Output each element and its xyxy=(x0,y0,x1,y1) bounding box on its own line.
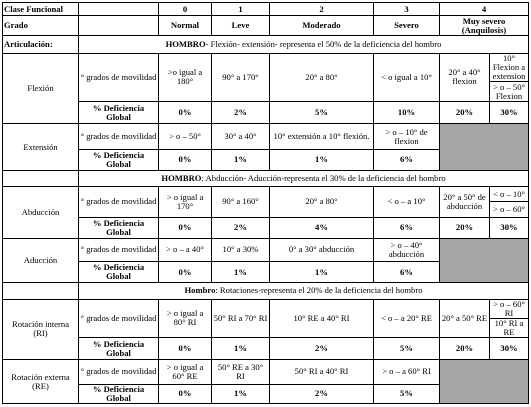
section-title: HOMBRO- Flexión- extensión- representa el 50% de la deficiencia del hombro xyxy=(79,36,529,53)
def-cell: 2% xyxy=(212,217,270,238)
class-name-0: Normal xyxy=(159,16,212,36)
grados-cell: > o – a 40° xyxy=(159,238,212,261)
grados-label: ° grados de movilidad xyxy=(79,299,159,338)
class-num-4: 4 xyxy=(440,3,529,16)
def-cell: 30% xyxy=(490,338,529,360)
section-header-abduccion-aduccion xyxy=(3,171,529,187)
grados-cell: 50° RE a 30° RI xyxy=(212,360,270,384)
class-name-3: Severo xyxy=(374,16,440,36)
grados-cell: > o – 40° abducción xyxy=(374,238,440,261)
grados-cell: 10° RE a 40° RI xyxy=(270,299,374,338)
table-row xyxy=(3,299,529,318)
section-blank xyxy=(3,283,79,299)
def-cell: 20% xyxy=(440,338,490,360)
def-cell: 20% xyxy=(440,102,490,124)
movement-name: Abducción xyxy=(3,187,79,239)
def-cell: 1% xyxy=(212,338,270,360)
grados-extra-cell: > o – 50° Flexion xyxy=(490,81,529,101)
def-cell: 0% xyxy=(159,338,212,360)
movement-name: Rotación externa (RE) xyxy=(3,360,79,404)
grados-cell: < o igual a 10° xyxy=(374,53,440,102)
grados-extra-cell: 10° RI a RE xyxy=(490,318,529,337)
def-cell: 5% xyxy=(270,102,374,124)
def-cell: 6% xyxy=(374,217,440,238)
grados-cell: 10° extensión a 10° flexión. xyxy=(270,124,374,149)
grados-label: ° grados de movilidad xyxy=(79,53,159,102)
grado-label: Grado xyxy=(3,16,79,36)
def-cell: 20% xyxy=(440,217,490,238)
def-cell: 2% xyxy=(270,384,374,403)
grados-cell: 0° a 30° abducción xyxy=(270,238,374,261)
def-cell: 1% xyxy=(270,149,374,170)
grados-label: ° grados de movilidad xyxy=(79,360,159,384)
movement-name: Rotación interna (RI) xyxy=(3,299,79,360)
grados-cell: > o – a 60° RI xyxy=(374,360,440,384)
def-cell: 30% xyxy=(490,217,529,238)
grados-label: ° grados de movilidad xyxy=(79,238,159,261)
header-row-grade xyxy=(3,16,529,36)
table-row xyxy=(3,360,529,384)
articulacion-label: Articulación: xyxy=(3,36,79,53)
grados-cell: > o igual a 60° RE xyxy=(159,360,212,384)
def-cell: 6% xyxy=(374,149,440,170)
table-row xyxy=(3,338,529,360)
grados-extra-cell: > o – 60° xyxy=(490,202,529,217)
section-title: HOMBRO: Abducción- Aducción-representa el 30% de la deficiencia del hombro xyxy=(79,171,529,187)
grados-cell: < o – a 20° RE xyxy=(374,299,440,338)
grados-cell: > o igual a 170° xyxy=(159,187,212,217)
table-row xyxy=(3,187,529,202)
grados-cell: >o igual a 180° xyxy=(159,53,212,102)
class-name-2: Moderado xyxy=(270,16,374,36)
table-row xyxy=(3,217,529,238)
header-blank xyxy=(79,3,159,16)
gray-empty-cell xyxy=(440,124,529,171)
grados-cell: 20° a 80° xyxy=(270,53,374,102)
def-cell: 0% xyxy=(159,262,212,283)
def-cell: 1% xyxy=(270,262,374,283)
def-cell: 5% xyxy=(374,338,440,360)
def-cell: 1% xyxy=(212,384,270,403)
deficiencia-label: % Deficiencia Global xyxy=(79,149,159,170)
header-blank xyxy=(79,16,159,36)
grados-cell: 20° a 50° RE xyxy=(440,299,490,338)
deficiency-table xyxy=(2,2,529,404)
grados-cell: 90° a 170° xyxy=(212,53,270,102)
movement-name: Flexión xyxy=(3,53,79,124)
grados-cell: 20° a 40° flexion xyxy=(440,53,490,102)
class-num-0: 0 xyxy=(159,3,212,16)
def-cell: 2% xyxy=(212,102,270,124)
deficiencia-label: % Deficiencia Global xyxy=(79,262,159,283)
class-name-1: Leve xyxy=(212,16,270,36)
grados-cell: 90° a 160° xyxy=(212,187,270,217)
grados-cell: 50° RI a 70° RI xyxy=(212,299,270,338)
def-cell: 1% xyxy=(212,262,270,283)
grados-extra-cell: > o – 60° RI xyxy=(490,299,529,318)
grados-cell: 20° a 50° de abducción xyxy=(440,187,490,217)
def-cell: 2% xyxy=(270,338,374,360)
table-row xyxy=(3,102,529,124)
class-num-1: 1 xyxy=(212,3,270,16)
grados-label: ° grados de movilidad xyxy=(79,124,159,149)
gray-empty-cell xyxy=(440,360,529,404)
def-cell: 0% xyxy=(159,217,212,238)
def-cell: 0% xyxy=(159,384,212,403)
class-name-4: Muy severo (Anquilosis) xyxy=(440,16,529,36)
movement-name: Extensión xyxy=(3,124,79,171)
class-num-2: 2 xyxy=(270,3,374,16)
grados-cell: > o igual a 80° RI xyxy=(159,299,212,338)
deficiencia-label: % Deficiencia Global xyxy=(79,384,159,403)
section-title: Hombro: Rotaciones-representa el 20% de la deficiencia del hombro xyxy=(79,283,529,299)
grados-cell: 10° a 30% xyxy=(212,238,270,261)
header-row-class xyxy=(3,3,529,16)
deficiencia-label: % Deficiencia Global xyxy=(79,102,159,124)
def-cell: 0% xyxy=(159,102,212,124)
deficiencia-label: % Deficiencia Global xyxy=(79,217,159,238)
section-blank xyxy=(3,171,79,187)
def-cell: 4% xyxy=(270,217,374,238)
grados-label: ° grados de movilidad xyxy=(79,187,159,217)
grados-extra-cell: < o – 10° xyxy=(490,187,529,202)
section-header-rotaciones xyxy=(3,283,529,299)
def-cell: 5% xyxy=(374,384,440,403)
grados-cell: 20° a 80° xyxy=(270,187,374,217)
grados-cell: > o – 10° de flexion xyxy=(374,124,440,149)
def-cell: 10% xyxy=(374,102,440,124)
def-cell: 0% xyxy=(159,149,212,170)
grados-cell: < o – a 10° xyxy=(374,187,440,217)
clase-funcional-label: Clase Funcional xyxy=(3,3,79,16)
table-row xyxy=(3,53,529,81)
table-row xyxy=(3,238,529,261)
section-header-flexion-extension xyxy=(3,36,529,53)
def-cell: 30% xyxy=(490,102,529,124)
grados-cell: 30° a 40° xyxy=(212,124,270,149)
deficiencia-label: % Deficiencia Global xyxy=(79,338,159,360)
grados-cell: 50° RI a 40° RI xyxy=(270,360,374,384)
movement-name: Aducción xyxy=(3,238,79,283)
def-cell: 6% xyxy=(374,262,440,283)
class-num-3: 3 xyxy=(374,3,440,16)
grados-cell: > o – 50° xyxy=(159,124,212,149)
gray-empty-cell xyxy=(440,238,529,283)
grados-extra-cell: 10° Flexion a extension xyxy=(490,53,529,81)
table-row xyxy=(3,124,529,149)
def-cell: 1% xyxy=(212,149,270,170)
